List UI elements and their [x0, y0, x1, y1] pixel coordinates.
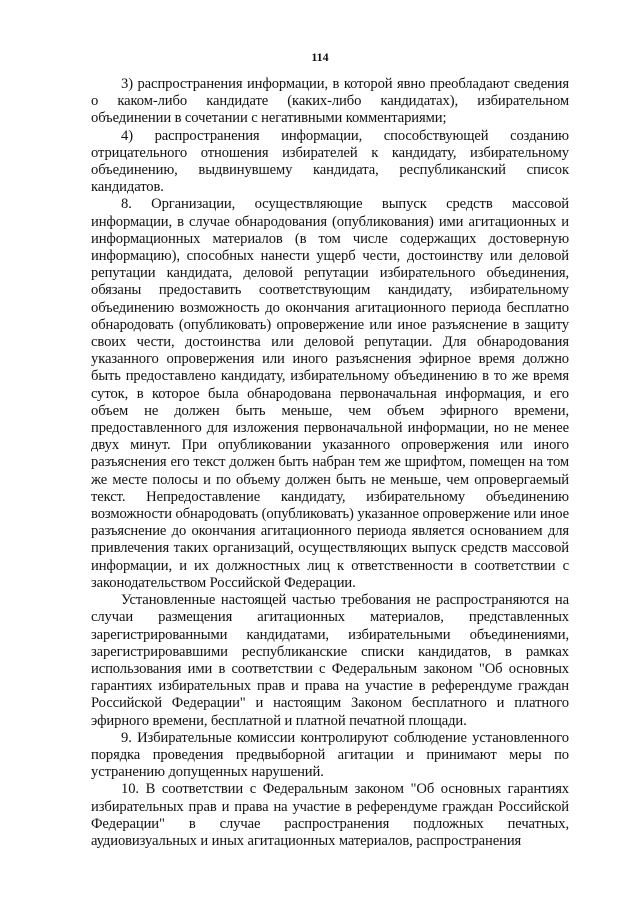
page-number: 114	[311, 50, 329, 64]
paragraph-exceptions: Установленные настоящей частью требования не распространяются на случаи размещения агитационных материалов, представленных зарегистрированными кандидатами, избирательными объединениями, зарегистрировавшими республиканские списки кандидатов, в рамках использования ими в соответствии с Федеральным законом "Об основных гарантиях избирательных прав и права на участие в референдуме граждан Российской Федерации" и настоящим Законом бесплатного и платного эфирного времени, бесплатной и платной печатной площади.	[91, 592, 569, 729]
paragraph-clause-4: 4) распространения информации, способствующей созданию отрицательного отношения избирателей к кандидату, избирательному объединению, выдвинувшему кандидата, республиканский список кандидатов.	[91, 127, 569, 196]
paragraph-section-10: 10. В соответствии с Федеральным законом "Об основных гарантиях избирательных прав и права на участие в референдуме граждан Российской Федерации" в случае распространения подложных печатных, аудиовизуальных и иных агитационных материалов, распространения	[91, 781, 569, 849]
paragraph-section-9: 9. Избирательные комиссии контролируют соблюдение установленного порядка проведения предвыборной агитации и принимают меры по устранению допущенных нарушений.	[91, 729, 569, 781]
paragraph-section-8: 8. Организации, осуществляющие выпуск средств массовой информации, в случае обнародования (опубликования) ими агитационных и информационных материалов (в том числе содержащих достоверную информацию), способных нанести ущерб чести, достоинству или деловой репутации кандидата, деловой репутации избирательного объединения, обязаны предоставить соответствующим кандидату, избирательному объединению возможность до окончания агитационного периода бесплатно обнародовать (опубликовать) опровержение или иное разъяснение в защиту своих чести, достоинства или деловой репутации. Для обнародования указанного опровержения или иного разъяснения эфирное время должно быть предоставлено кандидату, избирательному объединению в то же время суток, в которое была обнародована первоначальная информация, и его объем не должен быть меньше, чем объем эфирного времени, предоставленного для изложения первоначальной информации, но не менее двух минут. При опубликовании указанного опровержения или иного разъяснения его текст должен быть набран тем же шрифтом, помещен на том же месте полосы и по объему должен быть не меньше, чем опровергаемый текст. Непредоставление кандидату, избирательному объединению возможности обнародовать (опубликовать) указанное опровержение или иное разъяснение до окончания агитационного периода является основанием для привлечения таких организаций, осуществляющих выпуск средств массовой информации, и их должностных лиц к ответственности в соответствии с законодательством Российской Федерации.	[91, 196, 569, 591]
document-body	[91, 76, 569, 850]
paragraph-clause-3: 3) распространения информации, в которой явно преобладают сведения о каком-либо кандидате (каких-либо кандидатах), избирательном объединении в сочетании с негативными комментариями;	[91, 76, 569, 127]
